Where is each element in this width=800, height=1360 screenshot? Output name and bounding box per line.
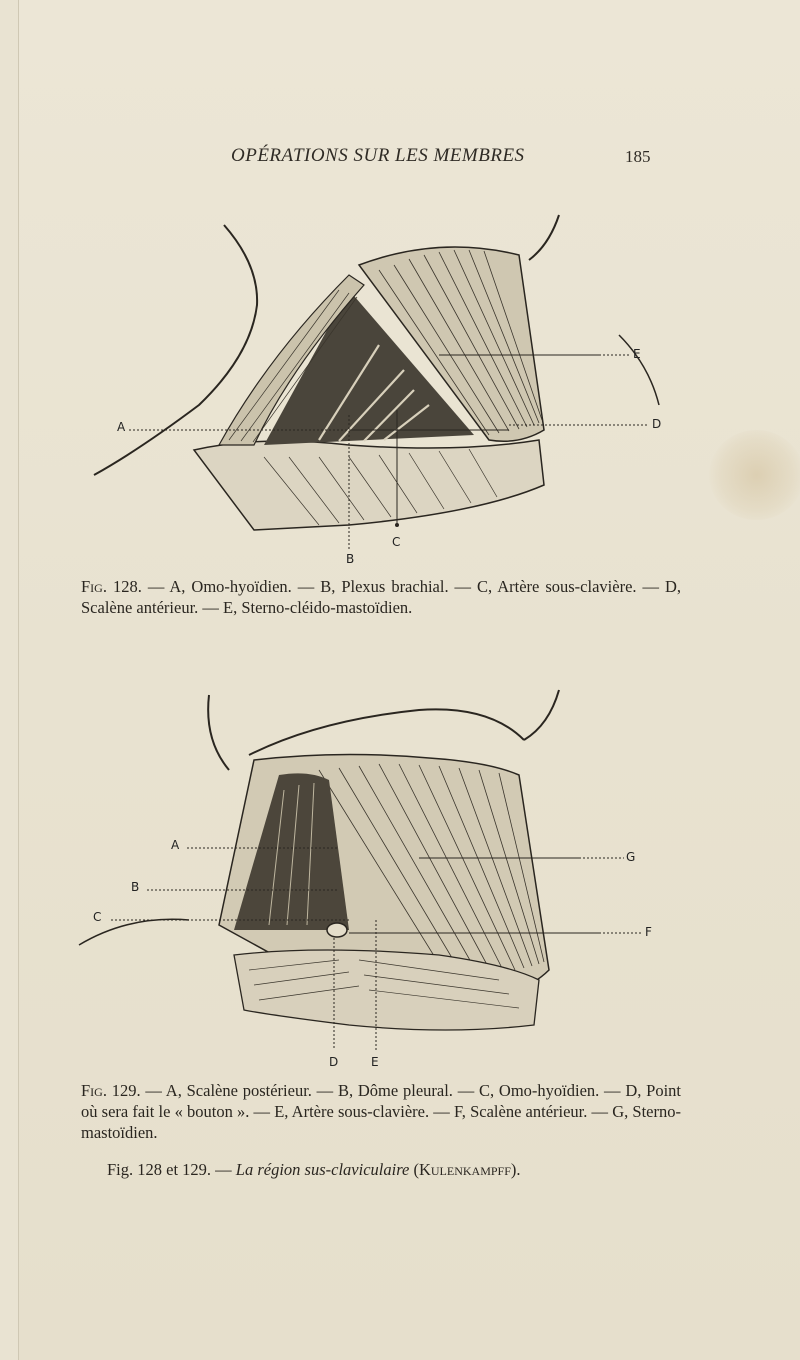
joint-caption-ref: Fig. 128 et 129. — [107, 1160, 212, 1179]
joint-caption — [107, 1160, 521, 1180]
figure-128 — [19, 195, 800, 575]
fig129-label-c: C — [93, 910, 102, 924]
joint-caption-dash: — — [215, 1160, 232, 1179]
fig129-label-b: B — [131, 880, 140, 894]
fig129-label-a: A — [171, 838, 180, 852]
figure-129-illustration — [19, 680, 800, 1075]
figure-129 — [19, 680, 800, 1075]
book-page — [18, 0, 800, 1360]
fig129-label-g: G — [626, 850, 636, 864]
figure-128-caption — [81, 576, 681, 618]
fig129-label-d: D — [329, 1055, 339, 1069]
joint-caption-title: La région sus-claviculaire — [235, 1160, 410, 1179]
figure-128-caption-text: — A, Omo-hyoïdien. — B, Plexus brachial. — C, Artère sous-clavière. — D, Scalène antérieur. — E, Sterno-cléido-mastoïdien. — [81, 577, 682, 617]
fig128-label-e: E — [633, 347, 641, 361]
fig128-label-b: B — [346, 552, 355, 566]
page-number: 185 — [625, 147, 651, 166]
joint-caption-author: (Kulenkampff). — [413, 1160, 521, 1179]
running-title: OPÉRATIONS SUR LES MEMBRES — [231, 145, 525, 166]
fig128-label-d: D — [652, 417, 662, 431]
figure-128-illustration — [19, 195, 800, 575]
page-header — [19, 143, 800, 173]
fig128-label-c: C — [392, 535, 401, 549]
figure-129-caption-text: — A, Scalène postérieur. — B, Dôme pleural. — C, Omo-hyoïdien. — D, Point où sera fait le « bouton ». — E, Artère sous-clavière. — F, Scalène antérieur. — G, Sterno-mastoïdien. — [81, 1081, 681, 1142]
fig129-label-e: E — [371, 1055, 379, 1069]
fig129-label-f: F — [645, 925, 652, 939]
figure-129-caption-ref: Fig. 129. — [81, 1081, 141, 1100]
figure-128-caption-ref: Fig. 128. — [81, 577, 142, 596]
figure-129-caption — [81, 1080, 681, 1143]
fig128-label-a: A — [117, 420, 126, 434]
